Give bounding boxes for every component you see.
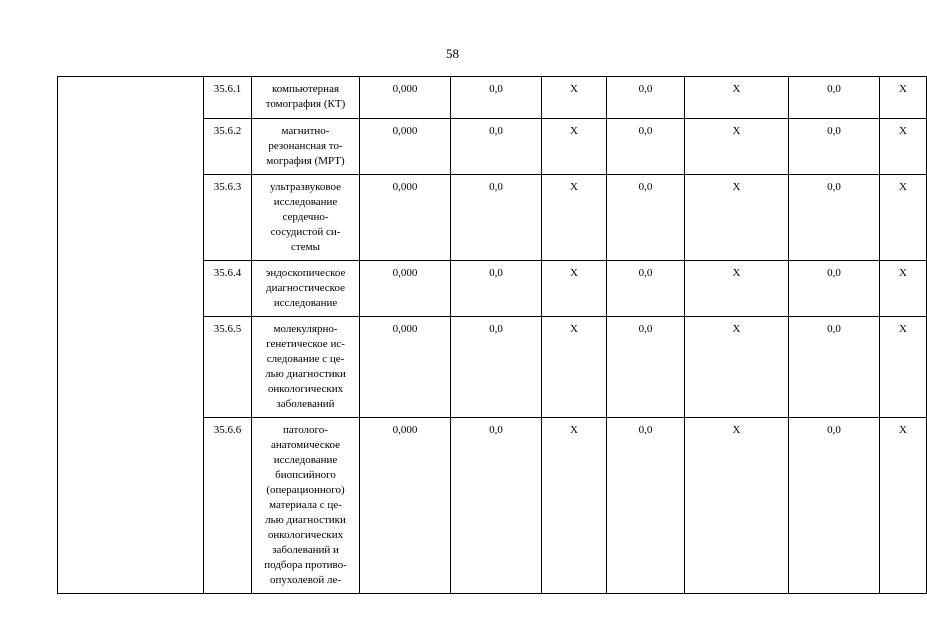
row-value-v4: 0,0 <box>607 119 685 175</box>
row-value-v3: Х <box>542 175 607 261</box>
row-name-line: опухолевой ле- <box>270 574 341 586</box>
row-name-line: исследование <box>273 454 338 466</box>
row-name-cell <box>252 119 360 175</box>
row-value-v5: Х <box>685 418 789 594</box>
row-value-v2: 0,0 <box>451 261 542 317</box>
row-value-v6: 0,0 <box>789 77 880 119</box>
row-value-v4: 0,0 <box>607 77 685 119</box>
row-value-v4: 0,0 <box>607 175 685 261</box>
row-code-cell: 35.6.5 <box>204 317 252 418</box>
table-body <box>58 77 927 594</box>
row-value-v3: Х <box>542 77 607 119</box>
row-value-v3: Х <box>542 119 607 175</box>
row-code-cell: 35.6.6 <box>204 418 252 594</box>
row-name-line: биопсийного <box>275 469 336 481</box>
row-value-v1: 0,000 <box>360 77 451 119</box>
row-value-v4: 0,0 <box>607 317 685 418</box>
row-name-line: заболеваний <box>276 398 335 410</box>
row-name-line: лью диагностики <box>265 368 346 380</box>
row-code-cell: 35.6.1 <box>204 77 252 119</box>
row-name-line: сосудистой си- <box>270 226 341 238</box>
row-name-line: молекулярно- <box>273 323 338 335</box>
row-value-v3: Х <box>542 261 607 317</box>
row-name-cell <box>252 418 360 594</box>
row-name-line: магнитно- <box>281 125 330 137</box>
row-name-cell <box>252 77 360 119</box>
row-name-line: онкологических <box>267 529 344 541</box>
row-name-line: материала с це- <box>269 499 342 511</box>
row-name-line: заболеваний и <box>272 544 339 556</box>
row-name-line: патолого- <box>283 424 328 436</box>
row-value-v2: 0,0 <box>451 175 542 261</box>
row-name-line: исследование <box>273 297 338 309</box>
row-value-v5: Х <box>685 119 789 175</box>
row-code-cell: 35.6.2 <box>204 119 252 175</box>
table-row <box>58 77 927 119</box>
row-value-v5: Х <box>685 77 789 119</box>
row-value-v7: Х <box>880 317 927 418</box>
row-value-v2: 0,0 <box>451 119 542 175</box>
row-value-v6: 0,0 <box>789 119 880 175</box>
row-value-v7: Х <box>880 77 927 119</box>
row-value-v4: 0,0 <box>607 418 685 594</box>
row-name-line: эндоскопическое <box>265 267 346 279</box>
row-value-v1: 0,000 <box>360 175 451 261</box>
row-name-line: компьютерная <box>271 83 340 95</box>
row-value-v7: Х <box>880 418 927 594</box>
row-value-v5: Х <box>685 317 789 418</box>
row-name-line: следование с це- <box>266 353 345 365</box>
row-value-v6: 0,0 <box>789 261 880 317</box>
row-name-line: сердечно- <box>282 211 329 223</box>
row-value-v7: Х <box>880 119 927 175</box>
row-value-v6: 0,0 <box>789 317 880 418</box>
row-value-v5: Х <box>685 261 789 317</box>
row-value-v5: Х <box>685 175 789 261</box>
row-value-v6: 0,0 <box>789 418 880 594</box>
row-value-v7: Х <box>880 261 927 317</box>
row-name-line: томография (КТ) <box>265 98 346 110</box>
row-value-v2: 0,0 <box>451 317 542 418</box>
row-name-line: (операционного) <box>266 484 345 496</box>
row-value-v2: 0,0 <box>451 418 542 594</box>
row-name-line: анатомическое <box>270 439 341 451</box>
row-code-cell: 35.6.4 <box>204 261 252 317</box>
data-table <box>57 76 927 594</box>
row-name-line: стемы <box>291 241 320 253</box>
row-name-line: мография (МРТ) <box>266 155 345 167</box>
row-name-line: генетическое ис- <box>266 338 345 350</box>
row-code-cell: 35.6.3 <box>204 175 252 261</box>
row-value-v3: Х <box>542 418 607 594</box>
row-name-cell <box>252 317 360 418</box>
row-name-cell <box>252 175 360 261</box>
row-name-line: ультразвуковое <box>269 181 341 193</box>
row-name-line: резонансная то- <box>268 140 343 152</box>
group-cell <box>58 77 204 594</box>
row-value-v1: 0,000 <box>360 317 451 418</box>
row-value-v2: 0,0 <box>451 77 542 119</box>
row-value-v1: 0,000 <box>360 261 451 317</box>
row-name-line: диагностическое <box>266 282 345 294</box>
row-name-line: лью диагностики <box>265 514 346 526</box>
row-name-cell <box>252 261 360 317</box>
row-name-line: подбора противо- <box>264 559 347 571</box>
row-value-v4: 0,0 <box>607 261 685 317</box>
page-number: 58 <box>446 46 459 61</box>
row-value-v1: 0,000 <box>360 418 451 594</box>
row-name-line: онкологических <box>267 383 344 395</box>
row-name-line: исследование <box>273 196 338 208</box>
row-value-v3: Х <box>542 317 607 418</box>
row-value-v7: Х <box>880 175 927 261</box>
row-value-v6: 0,0 <box>789 175 880 261</box>
row-value-v1: 0,000 <box>360 119 451 175</box>
